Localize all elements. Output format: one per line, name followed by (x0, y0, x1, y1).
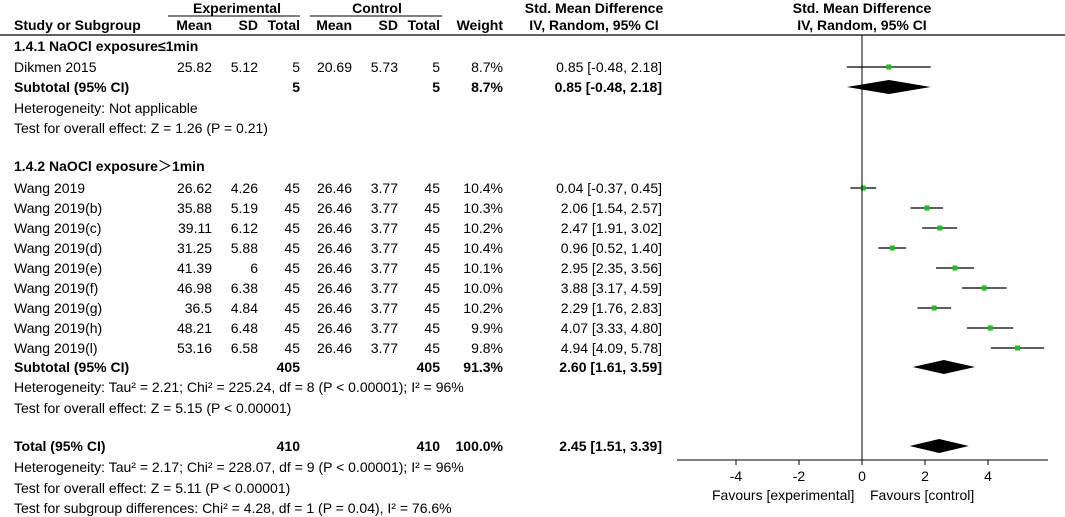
subtotal-label: Subtotal (95% CI) (14, 358, 130, 375)
x-tick-label: -4 (729, 467, 743, 484)
footer-line: Test for subgroup differences: Chi² = 4.28, df = 1 (P = 0.04), I² = 76.6% (14, 499, 452, 516)
col-ctl-sd: SD (378, 16, 398, 33)
subtotal-ctl-total: 405 (416, 358, 440, 375)
study-ctl-sd: 3.77 (370, 319, 398, 336)
study-ci-text: 2.29 [1.76, 2.83] (560, 299, 662, 316)
study-exp-sd: 5.88 (230, 239, 258, 256)
study-ci-text: 0.96 [0.52, 1.40] (560, 239, 662, 256)
study-ctl-sd: 3.77 (370, 339, 398, 356)
favours-left: Favours [experimental] (712, 486, 855, 503)
study-exp-total: 45 (284, 239, 300, 256)
study-exp-sd: 6.48 (230, 319, 258, 336)
study-exp-total: 45 (284, 299, 300, 316)
study-ci-text: 0.85 [-0.48, 2.18] (556, 58, 662, 75)
study-exp-mean: 46.98 (176, 279, 212, 296)
study-ci-text: 4.94 [4.09, 5.78] (560, 339, 662, 356)
study-exp-sd: 6 (250, 259, 258, 276)
study-ctl-sd: 3.77 (370, 219, 398, 236)
study-name: Wang 2019(e) (14, 259, 103, 276)
subgroup-title: 1.4.2 NaOCl exposure＞1min (14, 157, 205, 174)
study-weight: 8.7% (471, 58, 503, 75)
study-ctl-total: 45 (424, 199, 440, 216)
col-exp-mean: Mean (176, 16, 212, 33)
study-ci-text: 2.47 [1.91, 3.02] (560, 219, 662, 236)
header-control: Control (352, 0, 402, 16)
study-0-0-point (886, 65, 891, 70)
study-ctl-sd: 3.77 (370, 179, 398, 196)
study-ctl-mean: 26.46 (316, 239, 352, 256)
study-ctl-mean: 26.46 (316, 259, 352, 276)
study-exp-total: 45 (284, 219, 300, 236)
study-exp-sd: 6.12 (230, 219, 258, 236)
study-ctl-mean: 26.46 (316, 279, 352, 296)
study-name: Wang 2019 (14, 179, 86, 196)
subtotal-exp-total: 5 (292, 78, 300, 95)
col-ctl-total: Total (407, 16, 440, 33)
study-ci-text: 2.95 [2.35, 3.56] (560, 259, 662, 276)
study-weight: 10.4% (463, 239, 503, 256)
study-ctl-total: 5 (432, 58, 440, 75)
study-ctl-sd: 5.73 (370, 58, 398, 75)
study-exp-sd: 4.84 (230, 299, 258, 316)
study-exp-mean: 31.25 (176, 239, 212, 256)
footer-line: Test for overall effect: Z = 5.11 (P < 0.00001) (14, 479, 291, 496)
study-ctl-total: 45 (424, 339, 440, 356)
total-diamond (910, 439, 969, 453)
study-name: Dikmen 2015 (14, 58, 97, 75)
study-name: Wang 2019(g) (14, 299, 103, 316)
study-exp-mean: 36.5 (184, 299, 212, 316)
x-tick-label: 2 (921, 467, 929, 484)
study-weight: 10.3% (463, 199, 503, 216)
study-ctl-sd: 3.77 (370, 299, 398, 316)
total-ci-text: 2.45 [1.51, 3.39] (559, 437, 662, 454)
study-weight: 10.1% (463, 259, 503, 276)
study-name: Wang 2019(l) (14, 339, 98, 356)
study-exp-mean: 35.88 (176, 199, 212, 216)
col-exp-sd: SD (238, 16, 258, 33)
study-ctl-sd: 3.77 (370, 199, 398, 216)
subtotal-diamond-0 (847, 80, 931, 94)
study-exp-total: 45 (284, 319, 300, 336)
subtotal-ci-text: 2.60 [1.61, 3.59] (559, 358, 662, 375)
study-ctl-total: 45 (424, 319, 440, 336)
study-exp-total: 45 (284, 279, 300, 296)
study-weight: 9.9% (471, 319, 503, 336)
subtotal-weight: 8.7% (471, 78, 503, 95)
subtotal-diamond-1 (913, 360, 975, 374)
subtotal-ctl-total: 5 (432, 78, 440, 95)
subtotal-exp-total: 405 (276, 358, 300, 375)
col-weight: Weight (456, 16, 503, 33)
total-ctl-total: 410 (416, 437, 440, 454)
subgroup-heterogeneity: Heterogeneity: Not applicable (14, 99, 198, 116)
study-weight: 10.0% (463, 279, 503, 296)
study-ctl-mean: 26.46 (316, 219, 352, 236)
study-exp-mean: 48.21 (176, 319, 212, 336)
study-ctl-sd: 3.77 (370, 259, 398, 276)
footer-line: Heterogeneity: Tau² = 2.17; Chi² = 228.07, df = 9 (P < 0.00001); I² = 96% (14, 458, 464, 475)
favours-right: Favours [control] (870, 486, 975, 503)
study-exp-total: 45 (284, 339, 300, 356)
study-ctl-mean: 26.46 (316, 199, 352, 216)
study-ctl-mean: 26.46 (316, 319, 352, 336)
total-label: Total (95% CI) (14, 437, 106, 454)
study-name: Wang 2019(h) (14, 319, 103, 336)
study-weight: 9.8% (471, 339, 503, 356)
study-1-6-point (932, 306, 937, 311)
header-effect-title: Std. Mean Difference (524, 0, 664, 16)
subtotal-ci-text: 0.85 [-0.48, 2.18] (554, 78, 662, 95)
study-ctl-sd: 3.77 (370, 239, 398, 256)
study-ctl-total: 45 (424, 279, 440, 296)
study-ctl-mean: 26.46 (316, 339, 352, 356)
study-exp-mean: 26.62 (176, 179, 212, 196)
study-1-5-point (982, 286, 987, 291)
study-exp-total: 45 (284, 259, 300, 276)
study-exp-sd: 4.26 (230, 179, 258, 196)
study-ctl-total: 45 (424, 299, 440, 316)
study-1-8-point (1015, 346, 1020, 351)
study-1-3-point (890, 246, 895, 251)
x-tick-label: 0 (858, 467, 866, 484)
study-1-2-point (937, 226, 942, 231)
study-name: Wang 2019(c) (14, 219, 102, 236)
study-ctl-total: 45 (424, 259, 440, 276)
study-1-4-point (952, 266, 957, 271)
study-weight: 10.4% (463, 179, 503, 196)
subtotal-label: Subtotal (95% CI) (14, 78, 130, 95)
x-tick-label: 4 (984, 467, 992, 484)
header-experimental: Experimental (193, 0, 281, 16)
study-ctl-mean: 20.69 (316, 58, 352, 75)
study-ctl-total: 45 (424, 219, 440, 236)
study-ctl-mean: 26.46 (316, 299, 352, 316)
study-exp-sd: 6.58 (230, 339, 258, 356)
total-exp-total: 410 (276, 437, 300, 454)
study-name: Wang 2019(d) (14, 239, 103, 256)
header-effect-method: IV, Random, 95% CI (529, 16, 659, 33)
study-ctl-sd: 3.77 (370, 279, 398, 296)
study-ci-text: 4.07 [3.33, 4.80] (560, 319, 662, 336)
study-weight: 10.2% (463, 219, 503, 236)
study-1-7-point (988, 326, 993, 331)
study-1-1-point (924, 206, 929, 211)
study-ci-text: 3.88 [3.17, 4.59] (560, 279, 662, 296)
study-name: Wang 2019(b) (14, 199, 103, 216)
x-tick-label: -2 (792, 467, 806, 484)
study-exp-mean: 25.82 (176, 58, 212, 75)
subgroup-overall-effect: Test for overall effect: Z = 1.26 (P = 0.21) (14, 119, 268, 136)
study-exp-total: 45 (284, 179, 300, 196)
header-plot-method: IV, Random, 95% CI (797, 16, 927, 33)
study-ci-text: 2.06 [1.54, 2.57] (560, 199, 662, 216)
study-name: Wang 2019(f) (14, 279, 99, 296)
study-exp-mean: 39.11 (178, 219, 212, 236)
subgroup-overall-effect: Test for overall effect: Z = 5.15 (P < 0.00001) (14, 399, 292, 416)
subtotal-weight: 91.3% (463, 358, 503, 375)
study-exp-total: 5 (292, 58, 300, 75)
subgroup-title: 1.4.1 NaOCl exposure≤1min (14, 37, 199, 54)
study-ctl-total: 45 (424, 179, 440, 196)
study-ctl-total: 45 (424, 239, 440, 256)
study-ctl-mean: 26.46 (316, 179, 352, 196)
subgroup-heterogeneity: Heterogeneity: Tau² = 2.21; Chi² = 225.24, df = 8 (P < 0.00001); I² = 96% (14, 378, 464, 395)
study-exp-sd: 5.19 (230, 199, 258, 216)
study-exp-sd: 5.12 (230, 58, 258, 75)
study-exp-sd: 6.38 (230, 279, 258, 296)
col-exp-total: Total (267, 16, 300, 33)
study-exp-mean: 53.16 (176, 339, 212, 356)
study-ci-text: 0.04 [-0.37, 0.45] (556, 179, 662, 196)
total-weight: 100.0% (455, 437, 503, 454)
header-plot-title: Std. Mean Difference (792, 0, 932, 16)
col-study: Study or Subgroup (14, 16, 141, 33)
study-exp-mean: 41.39 (176, 259, 212, 276)
study-exp-total: 45 (284, 199, 300, 216)
col-ctl-mean: Mean (316, 16, 352, 33)
study-weight: 10.2% (463, 299, 503, 316)
